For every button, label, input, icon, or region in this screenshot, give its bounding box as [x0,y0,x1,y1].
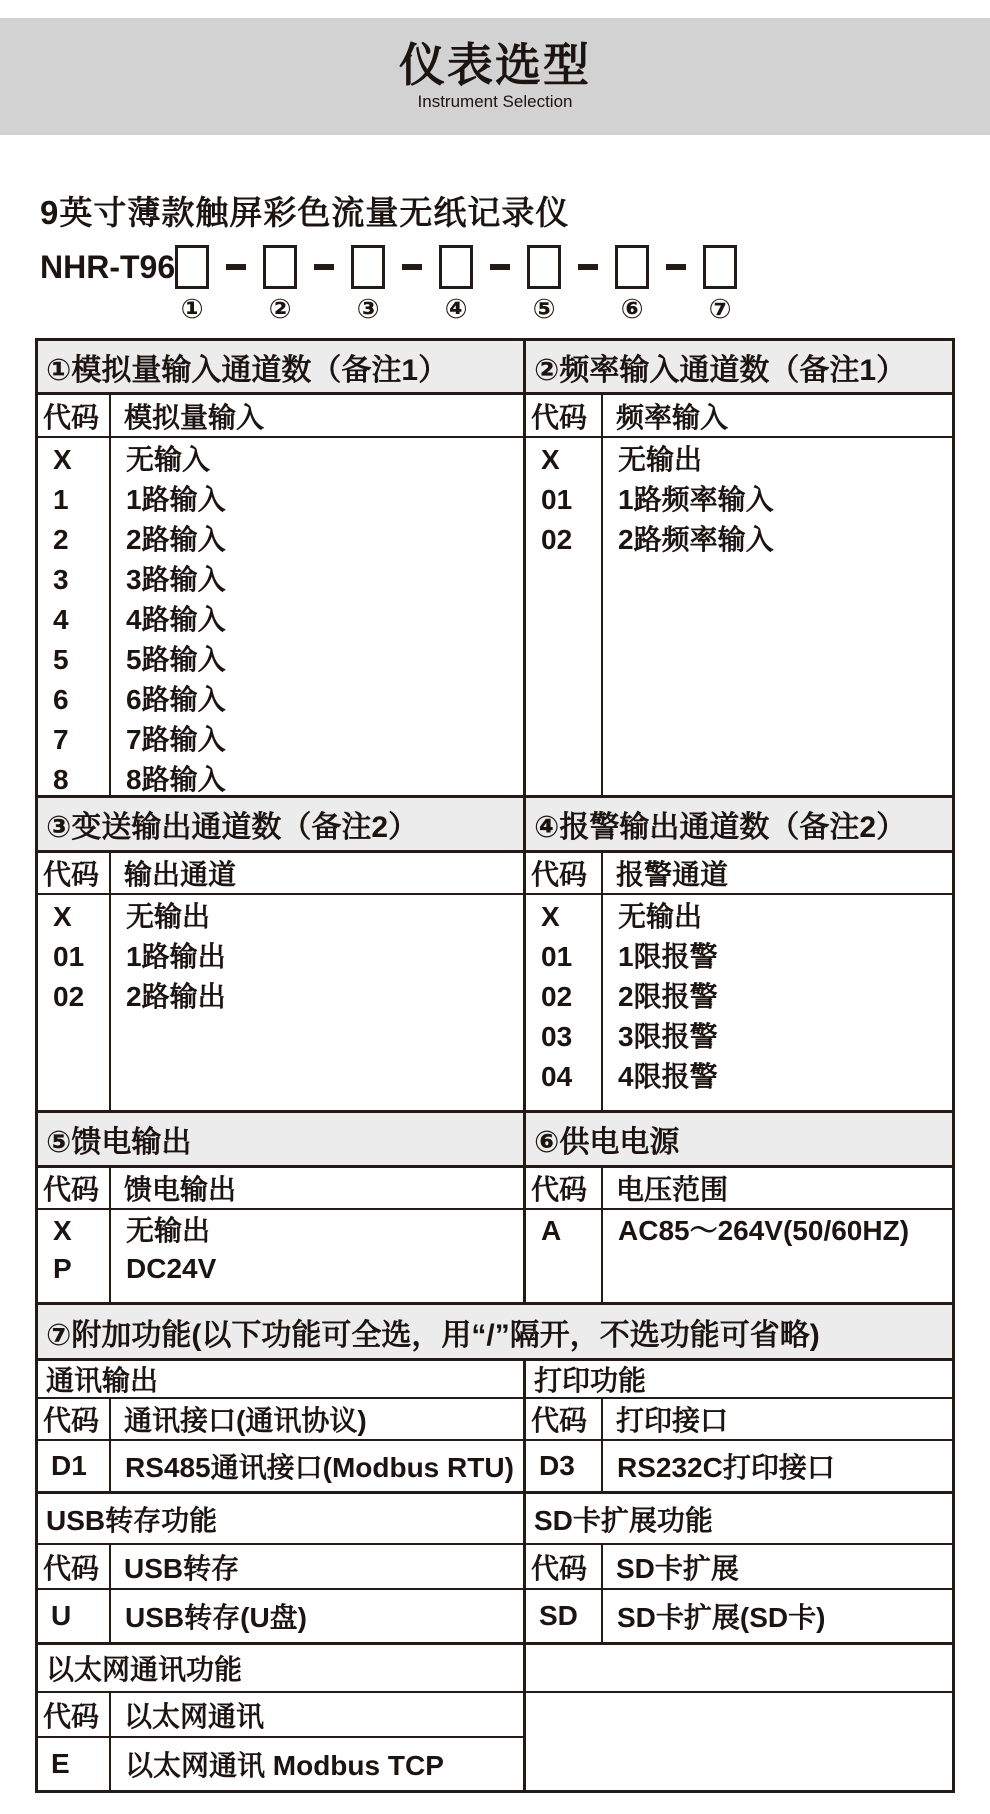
desc-line: 1路频率输入 [618,484,774,515]
desc-cell: SD卡扩展(SD卡) [617,1602,826,1633]
model-segment-7 [703,245,743,289]
code-line: 6 [53,684,69,715]
desc-list [603,1210,952,1302]
code-line: 1 [53,484,69,515]
desc-line: 无输出 [618,444,703,475]
code-line: 01 [53,941,85,972]
position-marker-1: ① [180,294,204,324]
desc-line: 1路输出 [126,941,226,972]
empty-cell [526,1645,952,1693]
subsection-sd-title: SD卡扩展功能 [526,1494,952,1545]
code-cell: D3 [526,1441,603,1491]
subsection-ethernet-title: 以太网通讯功能 [38,1645,526,1693]
desc-line: 4路输入 [126,604,226,635]
desc-line: 3限报警 [618,1021,718,1052]
code-line: X [541,901,560,932]
desc-line: 无输入 [126,444,211,475]
subsection-header-row-usb-sd [38,1494,952,1545]
section-header-row-4 [38,1305,952,1361]
section-4-header: ④报警输出通道数（备注2） [526,798,952,853]
column-header-row-usb-sd [38,1545,952,1590]
model-box-2 [263,245,297,289]
code-list [38,895,111,1110]
empty-cell [526,1693,952,1738]
model-box-7 [703,245,737,289]
desc-column-header: 频率输入 [616,401,729,433]
desc-line: 2路输入 [126,524,226,555]
code-column-header: 代码 [38,1399,111,1439]
section-5-header: ⑤馈电输出 [38,1113,526,1168]
code-cell: U [38,1590,111,1642]
dash-separator [297,264,351,270]
desc-list [111,1210,523,1302]
subsection-print-title: 打印功能 [526,1361,952,1399]
subsection-comm-title: 通讯输出 [38,1361,526,1399]
model-box-3 [351,245,385,289]
code-list [526,895,603,1110]
code-line: X [53,901,72,932]
section-7-header: ⑦附加功能(以下功能可全选，用“/”隔开，不选功能可省略) [38,1305,952,1361]
desc-column-header: 通讯接口(通讯协议) [124,1405,367,1436]
desc-line: 6路输入 [126,684,226,715]
code-column-header: 代码 [526,395,603,436]
model-segment-6 [615,245,703,289]
code-list [526,1210,603,1302]
desc-column-header: 输出通道 [124,859,237,890]
desc-line: DC24V [126,1253,217,1284]
desc-cell: USB转存(U盘) [125,1602,307,1633]
column-header-row-2 [38,853,952,895]
product-title: 9英寸薄款触屏彩色流量无纸记录仪 [40,194,570,231]
data-row-ethernet [38,1738,952,1790]
desc-list [111,895,523,1110]
section-header-row-2 [38,798,952,853]
column-header-row-3 [38,1168,952,1210]
desc-column-header: 馈电输出 [124,1174,237,1205]
dash-separator [649,264,703,270]
code-cell: D1 [38,1441,111,1491]
desc-column-header: SD卡扩展 [616,1552,739,1584]
code-column-header: 代码 [526,853,603,893]
model-code-row [40,242,990,292]
desc-column-header: USB转存 [124,1552,240,1584]
code-column-header: 代码 [38,853,111,893]
data-row-usb-sd [38,1590,952,1645]
position-marker-3: ③ [356,294,380,324]
model-box-1 [175,245,209,289]
desc-cell: RS232C打印接口 [617,1452,835,1483]
dash-separator [209,264,263,270]
section-6-header: ⑥供电电源 [526,1113,952,1168]
desc-line: 5路输入 [126,644,226,675]
desc-line: 2路输出 [126,981,226,1012]
desc-line: 2限报警 [618,981,718,1012]
position-markers [175,294,990,326]
code-column-header: 代码 [526,1399,603,1439]
code-list [38,438,111,795]
desc-line: 无输出 [126,1215,211,1246]
empty-cell [526,1738,952,1790]
code-line: 3 [53,564,69,595]
data-block-row-2 [38,895,952,1113]
desc-line: AC85～264V(50/60HZ) [618,1215,910,1246]
model-segment-5 [527,245,615,289]
model-box-5 [527,245,561,289]
dash-separator [385,264,439,270]
subsection-header-row-ethernet [38,1645,952,1693]
section-header-row-1 [38,341,952,395]
model-segment-1 [175,245,263,289]
code-line: 5 [53,644,69,675]
code-line: 02 [541,981,573,1012]
model-box-6 [615,245,649,289]
desc-list [603,438,952,795]
position-marker-7: ⑦ [708,294,732,324]
code-line: 03 [541,1021,573,1052]
code-line: 4 [53,604,69,635]
desc-column-header: 报警通道 [616,859,729,890]
model-segment-4 [439,245,527,289]
desc-column-header: 电压范围 [616,1174,729,1205]
code-list [526,438,603,795]
code-column-header: 代码 [38,1168,111,1208]
column-header-row-comm-print [38,1399,952,1441]
code-line: X [53,444,72,475]
dash-separator [561,264,615,270]
code-line: P [53,1253,72,1284]
code-line: 04 [541,1061,573,1092]
desc-line: 1路输入 [126,484,226,515]
section-2-header: ②频率输入通道数（备注1） [526,341,952,395]
desc-line: 8路输入 [126,764,226,795]
code-line: 01 [541,484,573,515]
code-line: A [541,1215,562,1246]
desc-cell: RS485通讯接口(Modbus RTU) [125,1452,514,1483]
code-column-header: 代码 [38,395,111,436]
data-row-comm-print [38,1441,952,1494]
code-line: 01 [541,941,573,972]
position-marker-6: ⑥ [620,294,644,324]
desc-column-header: 模拟量输入 [124,401,265,433]
code-list [38,1210,111,1302]
model-segment-2 [263,245,351,289]
data-block-row-1 [38,438,952,798]
desc-list [111,438,523,795]
desc-line: 7路输入 [126,724,226,755]
desc-line: 2路频率输入 [618,524,774,555]
column-header-row-ethernet [38,1693,952,1738]
page-subtitle: Instrument Selection [417,91,573,111]
desc-line: 无输出 [618,901,703,932]
position-marker-5: ⑤ [532,294,556,324]
subsection-header-row-comm-print [38,1361,952,1399]
selection-table [35,338,955,1793]
desc-line: 1限报警 [618,941,718,972]
code-column-header: 代码 [38,1545,111,1588]
code-line: 8 [53,764,69,795]
desc-line: 无输出 [126,901,211,932]
code-cell: SD [526,1590,603,1642]
dash-separator [473,264,527,270]
desc-column-header: 以太网通讯 [124,1700,265,1732]
section-3-header: ③变送输出通道数（备注2） [38,798,526,853]
code-line: 2 [53,524,69,555]
column-header-row-1 [38,395,952,438]
code-line: 7 [53,724,69,755]
page-banner [0,18,990,135]
code-line: X [53,1215,72,1246]
section-1-header: ①模拟量输入通道数（备注1） [38,341,526,395]
code-column-header: 代码 [526,1168,603,1208]
desc-column-header: 打印接口 [616,1405,729,1436]
model-prefix: NHR-T96 [40,248,176,285]
code-column-header: 代码 [526,1545,603,1588]
desc-line: 4限报警 [618,1061,718,1092]
model-box-4 [439,245,473,289]
position-marker-2: ② [268,294,292,324]
code-line: X [541,444,560,475]
data-block-row-3 [38,1210,952,1305]
desc-cell: 以太网通讯 Modbus TCP [125,1750,444,1781]
page-title: 仪表选型 [399,39,591,92]
position-marker-4: ④ [444,294,468,324]
section-header-row-3 [38,1113,952,1168]
code-column-header: 代码 [38,1693,111,1736]
code-cell: E [38,1738,111,1790]
code-line: 02 [53,981,85,1012]
desc-line: 3路输入 [126,564,226,595]
desc-list [603,895,952,1110]
subsection-usb-title: USB转存功能 [38,1494,526,1545]
code-line: 02 [541,524,573,555]
model-segment-3 [351,245,439,289]
